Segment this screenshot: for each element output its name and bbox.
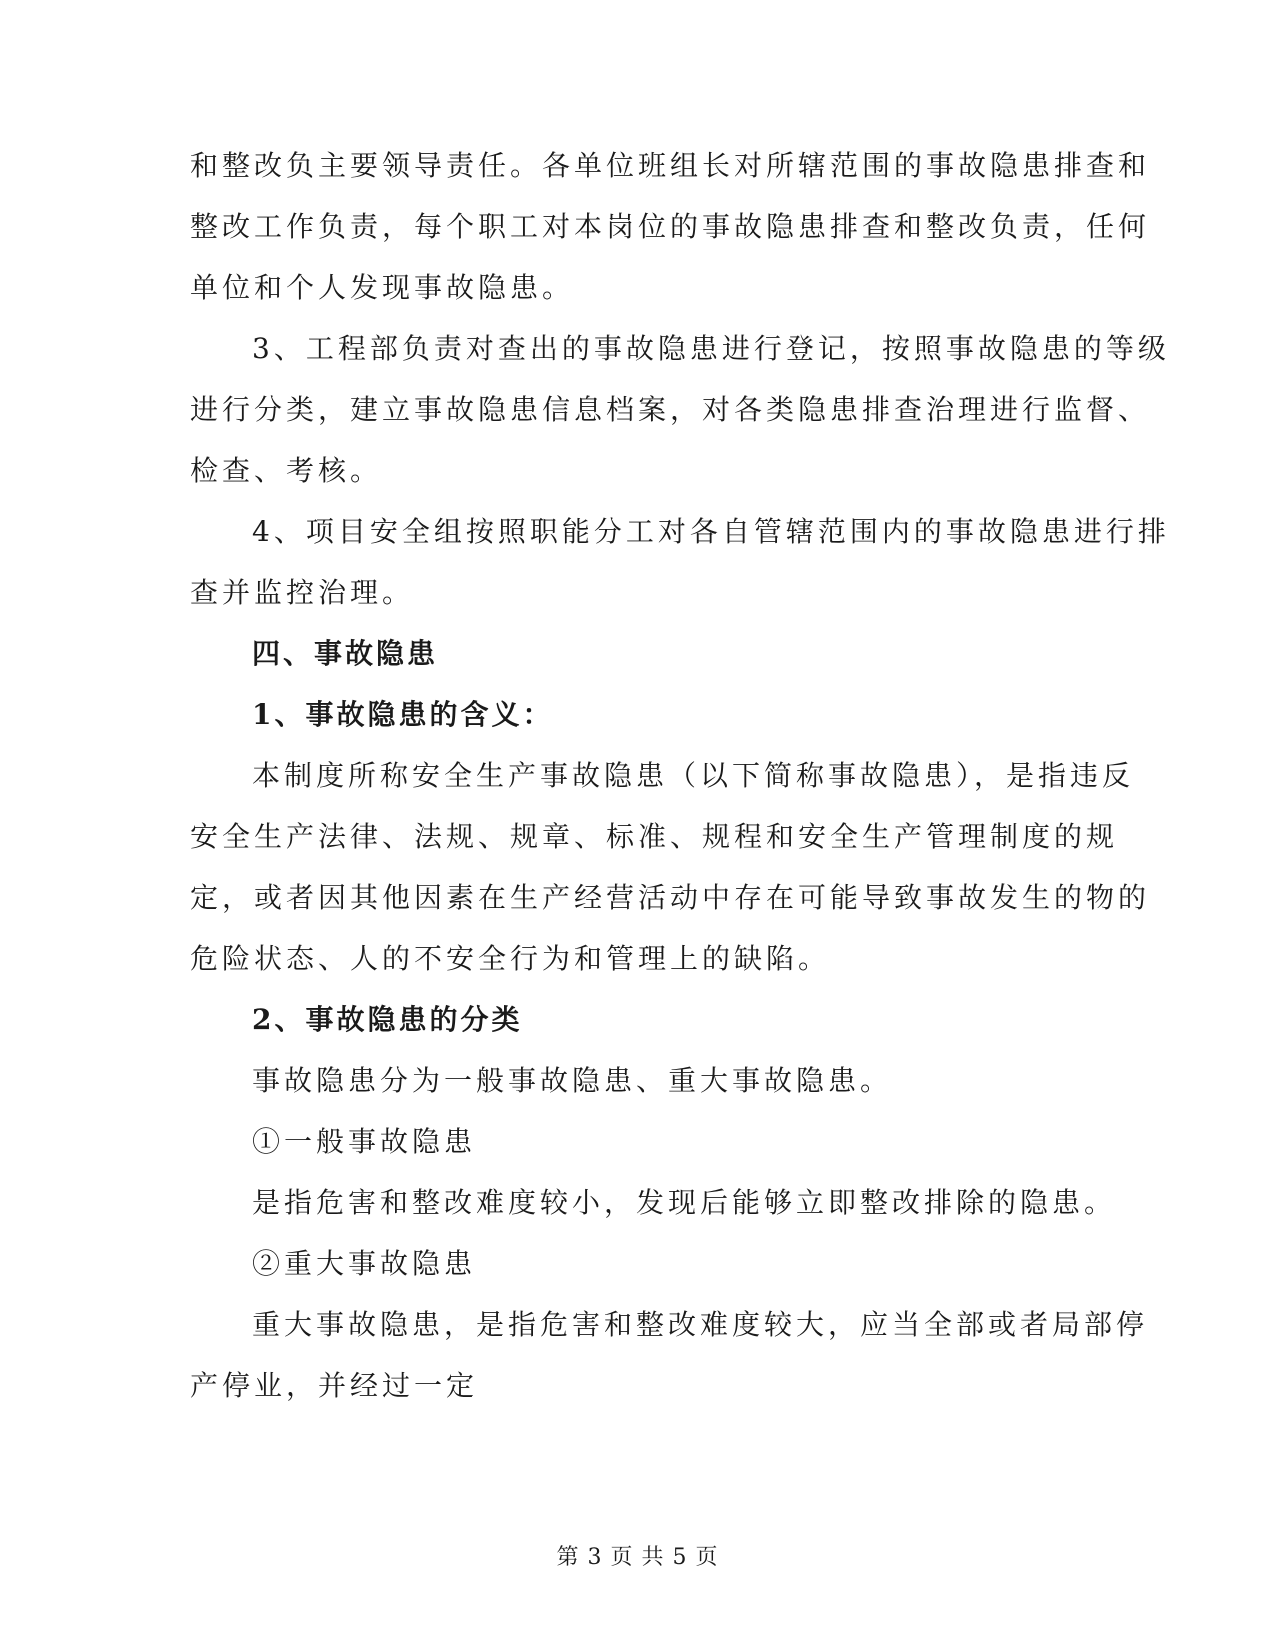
text-line: 单位和个人发现事故隐患。 bbox=[190, 271, 575, 304]
text-line: 重大事故隐患，是指危害和整改难度较大，应当全部或者局部停 bbox=[252, 1308, 1149, 1341]
text-line: 产停业，并经过一定 bbox=[190, 1369, 479, 1402]
text-line: 定，或者因其他因素在生产经营活动中存在可能导致事故发生的物的 bbox=[190, 881, 1151, 914]
text-line: 安全生产法律、法规、规章、标准、规程和安全生产管理制度的规 bbox=[190, 820, 1119, 853]
text-line: 事故隐患分为一般事故隐患、重大事故隐患。 bbox=[252, 1064, 893, 1097]
text-line: 进行分类，建立事故隐患信息档案，对各类隐患排查治理进行监督、 bbox=[190, 393, 1151, 426]
list-item-heading: ①一般事故隐患 bbox=[252, 1125, 477, 1158]
text-line: 检查、考核。 bbox=[190, 454, 383, 487]
text-line: 是指危害和整改难度较小，发现后能够立即整改排除的隐患。 bbox=[252, 1186, 1117, 1219]
text-line: 和整改负主要领导责任。各单位班组长对所辖范围的事故隐患排查和 bbox=[190, 149, 1151, 182]
text-line: 查并监控治理。 bbox=[190, 576, 415, 609]
text-line: 整改工作负责，每个职工对本岗位的事故隐患排查和整改负责，任何 bbox=[190, 210, 1151, 243]
text-line: 4、项目安全组按照职能分工对各自管辖范围内的事故隐患进行排 bbox=[252, 515, 1170, 548]
page-footer: 第 3 页 共 5 页 bbox=[556, 1545, 719, 1570]
subsection-heading: 2、事故隐患的分类 bbox=[252, 1003, 523, 1036]
subsection-heading: 1、事故隐患的含义： bbox=[252, 698, 554, 731]
text-line: 本制度所称安全生产事故隐患（以下简称事故隐患），是指违反 bbox=[252, 759, 1135, 792]
section-heading: 四、事故隐患 bbox=[252, 637, 439, 670]
text-line: 危险状态、人的不安全行为和管理上的缺陷。 bbox=[190, 942, 831, 975]
list-item-heading: ②重大事故隐患 bbox=[252, 1247, 477, 1280]
text-line: 3、工程部负责对查出的事故隐患进行登记，按照事故隐患的等级 bbox=[252, 332, 1170, 365]
